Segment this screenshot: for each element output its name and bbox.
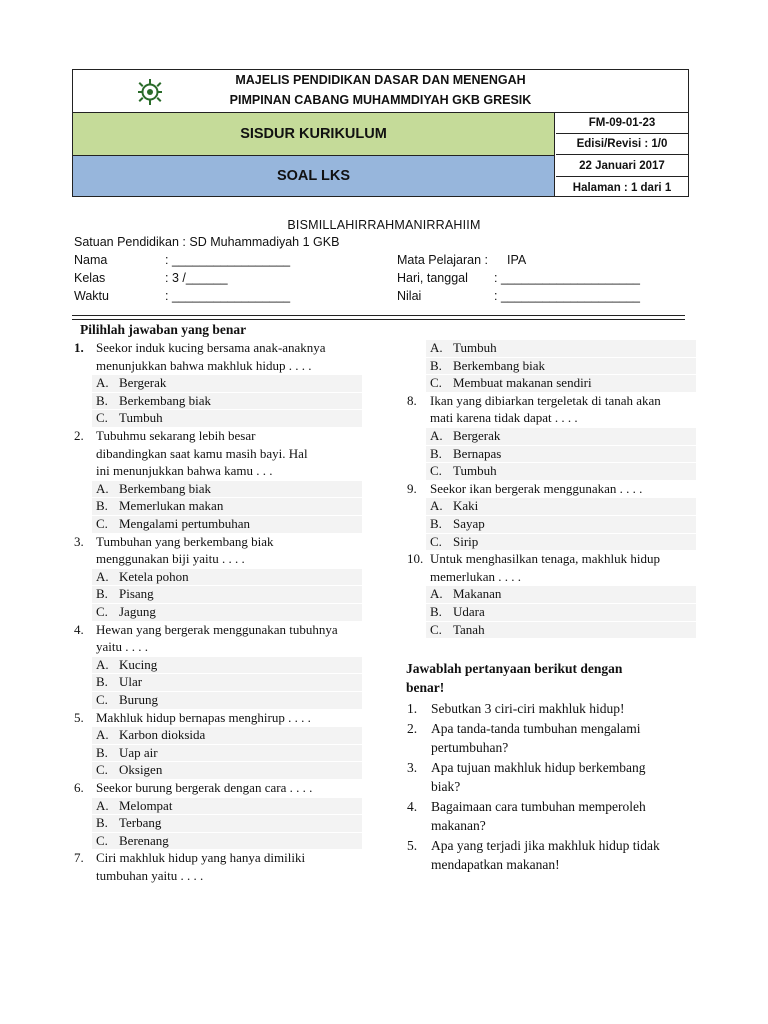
option-text[interactable]: Berkembang biak [119,392,212,408]
option-letter[interactable]: A. [96,797,109,813]
mapel-label: Mata Pelajaran : [397,253,489,267]
question-number: 7. [74,850,84,866]
option-text[interactable]: Berenang [119,832,169,848]
option-text[interactable]: Kucing [119,656,158,672]
question-text: Ciri makhluk hidup yang hanya dimiliki [96,850,306,866]
nama-field[interactable]: : _________________ [165,253,291,267]
waktu-label: Waktu [74,289,109,303]
mapel-value: IPA [507,253,527,267]
option-letter[interactable]: A. [430,586,443,602]
kelas-label: Kelas [74,271,106,285]
essay-number: 5. [407,837,418,853]
option-letter[interactable]: A. [430,498,443,514]
option-text[interactable]: Tumbuh [453,340,497,355]
essay-question-text: Apa tujuan makhluk hidup berkembang [431,759,646,775]
essay-question-text: biak? [431,779,461,794]
waktu-field[interactable]: : _________________ [165,289,291,303]
option-letter[interactable]: B. [96,498,108,514]
header-table [72,69,689,197]
option-text[interactable]: Burung [119,692,158,707]
question-text: menunjukkan bahwa makhluk hidup . . . . [96,357,312,373]
option-text[interactable]: Memerlukan makan [119,498,224,514]
option-text[interactable]: Terbang [119,815,162,831]
option-letter[interactable]: B. [430,516,442,531]
option-letter[interactable]: C. [96,604,108,619]
option-text[interactable]: Mengalami pertumbuhan [119,516,251,531]
question-text: yaitu . . . . [96,639,148,655]
divider-thick [72,315,685,316]
option-letter[interactable]: A. [96,480,109,496]
option-letter[interactable]: B. [96,674,108,690]
option-letter[interactable]: B. [96,392,108,408]
section2-title-line2: benar! [406,680,445,695]
option-letter[interactable]: C. [430,375,442,391]
doc-date: 22 Januari 2017 [556,156,688,177]
option-text[interactable]: Berkembang biak [119,480,212,496]
school-line: Satuan Pendidikan : SD Muhammadiyah 1 GKB [74,235,340,249]
question-number: 5. [74,709,84,725]
essay-question-text: makanan? [431,818,486,833]
question-text: Makhluk hidup bernapas menghirup . . . . [96,709,311,725]
question-text: mati karena tidak dapat . . . . [430,410,578,426]
essay-number: 1. [407,701,418,716]
option-letter[interactable]: C. [430,533,442,549]
option-letter[interactable]: C. [96,762,108,778]
option-letter[interactable]: C. [96,692,108,707]
option-letter[interactable]: A. [96,375,109,391]
option-letter[interactable]: B. [96,815,108,831]
nilai-field[interactable]: : ____________________ [494,289,640,303]
option-text[interactable]: Jagung [119,604,156,619]
option-letter[interactable]: A. [430,428,443,443]
org-name-line1: MAJELIS PENDIDIKAN DASAR DAN MENENGAH [235,73,526,87]
option-letter[interactable]: B. [430,357,442,373]
question-text: Hewan yang bergerak menggunakan tubuhnya [96,621,338,637]
question-number: 9. [407,480,417,496]
band-sisdur-kurikulum: SISDUR KURIKULUM [73,113,555,156]
question-number: 3. [74,533,84,549]
option-text[interactable]: Membuat makanan sendiri [453,375,592,391]
question-text: memerlukan . . . . [430,568,521,584]
kelas-field[interactable]: : 3 /______ [165,271,228,285]
question-number: 1. [74,340,84,355]
essay-question-text: Bagaimaan cara tumbuhan memperoleh [431,798,646,814]
option-letter[interactable]: B. [96,744,108,760]
question-text: ini menunjukkan bahwa kamu . . . [96,463,273,479]
divider-thin [72,319,685,320]
option-letter[interactable]: B. [96,586,108,602]
question-text: tumbuhan yaitu . . . . [96,868,204,883]
option-text[interactable]: Melompat [119,797,173,813]
option-letter[interactable]: A. [430,340,443,355]
essay-number: 3. [407,759,418,775]
question-text: Seekor induk kucing bersama anak-anaknya [96,340,326,355]
essay-question-text: Apa tanda-tanda tumbuhan mengalami [431,720,641,736]
option-text[interactable]: Bergerak [453,428,501,443]
nama-label: Nama [74,253,108,267]
essay-question-text: Sebutkan 3 ciri-ciri makhluk hidup! [431,701,625,716]
option-letter[interactable]: C. [430,621,442,637]
option-letter[interactable]: C. [96,832,108,848]
option-letter[interactable]: A. [96,727,109,743]
header-org-row [73,70,688,113]
question-text: Tubuhmu sekarang lebih besar [96,428,256,443]
question-text: menggunakan biji yaitu . . . . [96,551,245,567]
question-number: 4. [74,621,84,637]
option-letter[interactable]: A. [96,568,109,584]
question-number: 8. [407,392,417,408]
band-soal-lks: SOAL LKS [73,156,555,196]
option-text[interactable]: Ular [119,674,143,690]
question-number: 2. [74,428,84,443]
option-text[interactable]: Berkembang biak [453,357,546,373]
option-text[interactable]: Uap air [119,744,158,760]
essay-question-text: mendapatkan makanan! [431,857,560,872]
option-text[interactable]: Karbon dioksida [119,727,206,743]
option-text[interactable]: Pisang [119,586,154,602]
question-text: Seekor burung bergerak dengan cara . . . . [96,780,313,795]
essay-number: 2. [407,720,418,736]
option-letter[interactable]: B. [430,445,442,461]
option-text[interactable]: Tumbuh [453,463,497,479]
option-text[interactable]: Tumbuh [119,410,163,426]
option-text[interactable]: Udara [453,604,485,619]
bismillah-title: BISMILLAHIRRAHMANIRRAHIIM [287,218,481,232]
option-text[interactable]: Bernapas [453,445,502,461]
question-text: Ikan yang dibiarkan tergeletak di tanah akan [430,392,661,408]
option-letter[interactable]: C. [430,463,442,479]
org-name-line2: PIMPINAN CABANG MUHAMMDIYAH GKB GRESIK [229,93,532,107]
option-letter[interactable]: C. [96,516,108,531]
essay-number: 4. [407,798,418,814]
question-number: 10. [407,551,424,567]
option-text[interactable]: Bergerak [119,375,167,391]
section2-title-line1: Jawablah pertanyaan berikut dengan [406,661,623,676]
hari-field[interactable]: : ____________________ [494,271,640,285]
option-text[interactable]: Sirip [453,533,479,549]
page-count: Halaman : 1 dari 1 [572,181,672,194]
essay-question-text: pertumbuhan? [431,740,509,755]
option-text[interactable]: Kaki [453,498,479,514]
question-text: Untuk menghasilkan tenaga, makhluk hidup [430,551,660,567]
option-letter[interactable]: B. [430,604,442,619]
option-text[interactable]: Sayap [453,516,485,531]
option-text[interactable]: Oksigen [119,762,163,778]
option-letter[interactable]: C. [96,410,108,426]
nilai-label: Nilai [397,289,422,303]
edition: Edisi/Revisi : 1/0 [556,134,688,155]
option-text[interactable]: Ketela pohon [119,568,189,584]
option-text[interactable]: Tanah [453,621,485,637]
section1-title: Pilihlah jawaban yang benar [80,322,247,337]
question-text: Seekor ikan bergerak menggunakan . . . . [430,480,643,496]
question-text: dibandingkan saat kamu masih bayi. Hal [96,445,308,461]
option-letter[interactable]: A. [96,656,109,672]
doc-code: FM-09-01-23 [556,113,688,134]
hari-label: Hari, tanggal [397,271,468,285]
essay-question-text: Apa yang terjadi jika makhluk hidup tidak [431,837,660,853]
question-number: 6. [74,780,84,795]
option-text[interactable]: Makanan [453,586,502,602]
question-text: Tumbuhan yang berkembang biak [96,533,274,549]
